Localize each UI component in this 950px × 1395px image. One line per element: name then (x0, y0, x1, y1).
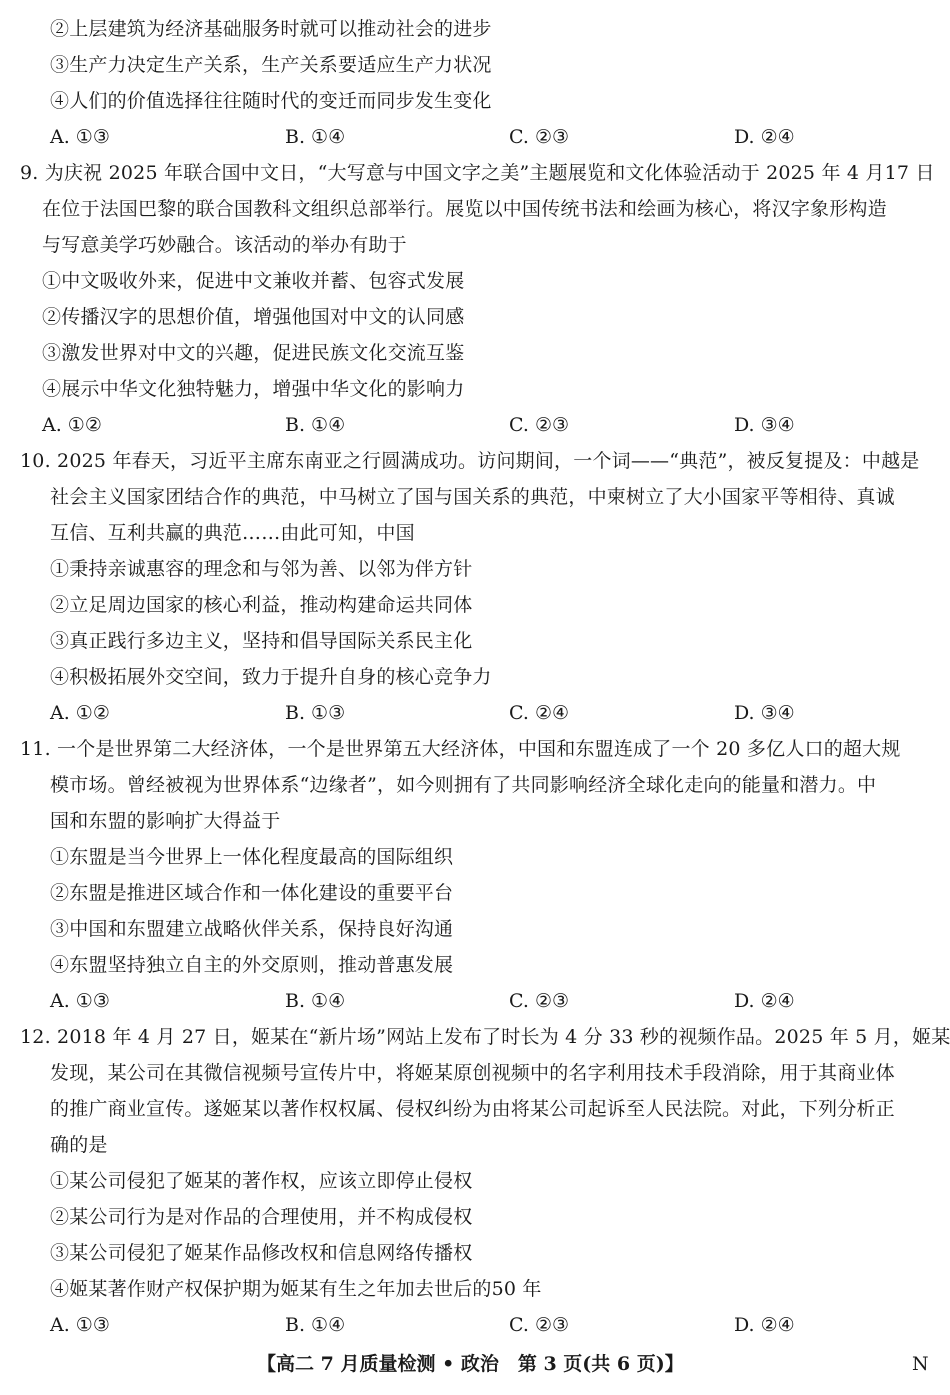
q10-item-3: ③真正践行多边主义，坚持和倡导国际关系民主化 (50, 630, 473, 652)
q10-item-1: ①秉持亲诚惠容的理念和与邻为善、以邻为伴方针 (50, 558, 473, 580)
q11-item-2: ②东盟是推进区域合作和一体化建设的重要平台 (50, 882, 454, 904)
q11-option-b: B. ①④ (285, 990, 346, 1012)
q8-item-2: ②上层建筑为经济基础服务时就可以推动社会的进步 (50, 18, 492, 40)
q12-option-a: A. ①③ (50, 1314, 110, 1336)
q8-option-d: D. ②④ (734, 126, 795, 148)
q8-option-c: C. ②③ (509, 126, 570, 148)
q10-stem-line-1: 10. 2025 年春天，习近平主席东南亚之行圆满成功。访问期间，一个词——“典范”，被反复提及：中越是 (20, 450, 920, 472)
q10-option-b: B. ①③ (285, 702, 346, 724)
q10-stem-line-3: 互信、互利共赢的典范……由此可知，中国 (50, 522, 415, 544)
q9-item-2: ②传播汉字的思想价值，增强他国对中文的认同感 (42, 306, 465, 328)
q10-item-4: ④积极拓展外交空间，致力于提升自身的核心竞争力 (50, 666, 492, 688)
q10-option-c: C. ②④ (509, 702, 570, 724)
q12-stem-line-4: 确的是 (50, 1134, 108, 1156)
q12-item-4: ④姬某著作财产权保护期为姬某有生之年加去世后的50 年 (50, 1278, 542, 1300)
q11-item-3: ③中国和东盟建立战略伙伴关系，保持良好沟通 (50, 918, 454, 940)
q12-option-c: C. ②③ (509, 1314, 570, 1336)
q12-option-d: D. ②④ (734, 1314, 795, 1336)
footer-page-info: 【高二 7 月质量检测 • 政治 第 3 页(共 6 页)】 (257, 1353, 684, 1375)
q10-stem-line-2: 社会主义国家团结合作的典范，中马树立了国与国关系的典范，中柬树立了大小国家平等相待、真诚 (50, 486, 895, 508)
q11-option-a: A. ①③ (50, 990, 110, 1012)
q12-stem-line-1: 12. 2018 年 4 月 27 日，姬某在“新片场”网站上发布了时长为 4 分 33 秒的视频作品。2025 年 5 月，姬某 (20, 1026, 950, 1048)
q9-option-a: A. ①② (42, 414, 102, 436)
q11-option-d: D. ②④ (734, 990, 795, 1012)
q12-stem-line-3: 的推广商业宣传。遂姬某以著作权权属、侵权纠纷为由将某公司起诉至人民法院。对此，下列分析正 (50, 1098, 895, 1120)
q8-item-3: ③生产力决定生产关系，生产关系要适应生产力状况 (50, 54, 492, 76)
q10-item-2: ②立足周边国家的核心利益，推动构建命运共同体 (50, 594, 473, 616)
q9-item-3: ③激发世界对中文的兴趣，促进民族文化交流互鉴 (42, 342, 465, 364)
q10-option-d: D. ③④ (734, 702, 795, 724)
q9-item-1: ①中文吸收外来，促进中文兼收并蓄、包容式发展 (42, 270, 465, 292)
q10-option-a: A. ①② (50, 702, 110, 724)
q12-item-2: ②某公司行为是对作品的合理使用，并不构成侵权 (50, 1206, 473, 1228)
q11-item-4: ④东盟坚持独立自主的外交原则，推动普惠发展 (50, 954, 454, 976)
q9-stem-line-3: 与写意美学巧妙融合。该活动的举办有助于 (42, 234, 407, 256)
q11-option-c: C. ②③ (509, 990, 570, 1012)
q8-option-b: B. ①④ (285, 126, 346, 148)
q12-option-b: B. ①④ (285, 1314, 346, 1336)
q9-stem-line-1: 9. 为庆祝 2025 年联合国中文日，“大写意与中国文字之美”主题展览和文化体验活动于 2025 年 4 月17 日 (20, 162, 935, 184)
footer-version-mark: N (912, 1353, 929, 1375)
q12-item-3: ③某公司侵犯了姬某作品修改权和信息网络传播权 (50, 1242, 473, 1264)
q9-item-4: ④展示中华文化独特魅力，增强中华文化的影响力 (42, 378, 465, 400)
q8-item-4: ④人们的价值选择往往随时代的变迁而同步发生变化 (50, 90, 492, 112)
q12-item-1: ①某公司侵犯了姬某的著作权，应该立即停止侵权 (50, 1170, 473, 1192)
q11-stem-line-2: 模市场。曾经被视为世界体系“边缘者”，如今则拥有了共同影响经济全球化走向的能量和潜力。中 (50, 774, 877, 796)
q9-option-d: D. ③④ (734, 414, 795, 436)
q8-option-a: A. ①③ (50, 126, 110, 148)
q9-option-b: B. ①④ (285, 414, 346, 436)
q11-item-1: ①东盟是当今世界上一体化程度最高的国际组织 (50, 846, 454, 868)
q12-stem-line-2: 发现，某公司在其微信视频号宣传片中，将姬某原创视频中的名字利用技术手段消除，用于其商业体 (50, 1062, 895, 1084)
q11-stem-line-1: 11. 一个是世界第二大经济体，一个是世界第五大经济体，中国和东盟连成了一个 20 多亿人口的超大规 (20, 738, 901, 760)
q11-stem-line-3: 国和东盟的影响扩大得益于 (50, 810, 281, 832)
q9-option-c: C. ②③ (509, 414, 570, 436)
q9-stem-line-2: 在位于法国巴黎的联合国教科文组织总部举行。展览以中国传统书法和绘画为核心，将汉字象形构造 (42, 198, 887, 220)
